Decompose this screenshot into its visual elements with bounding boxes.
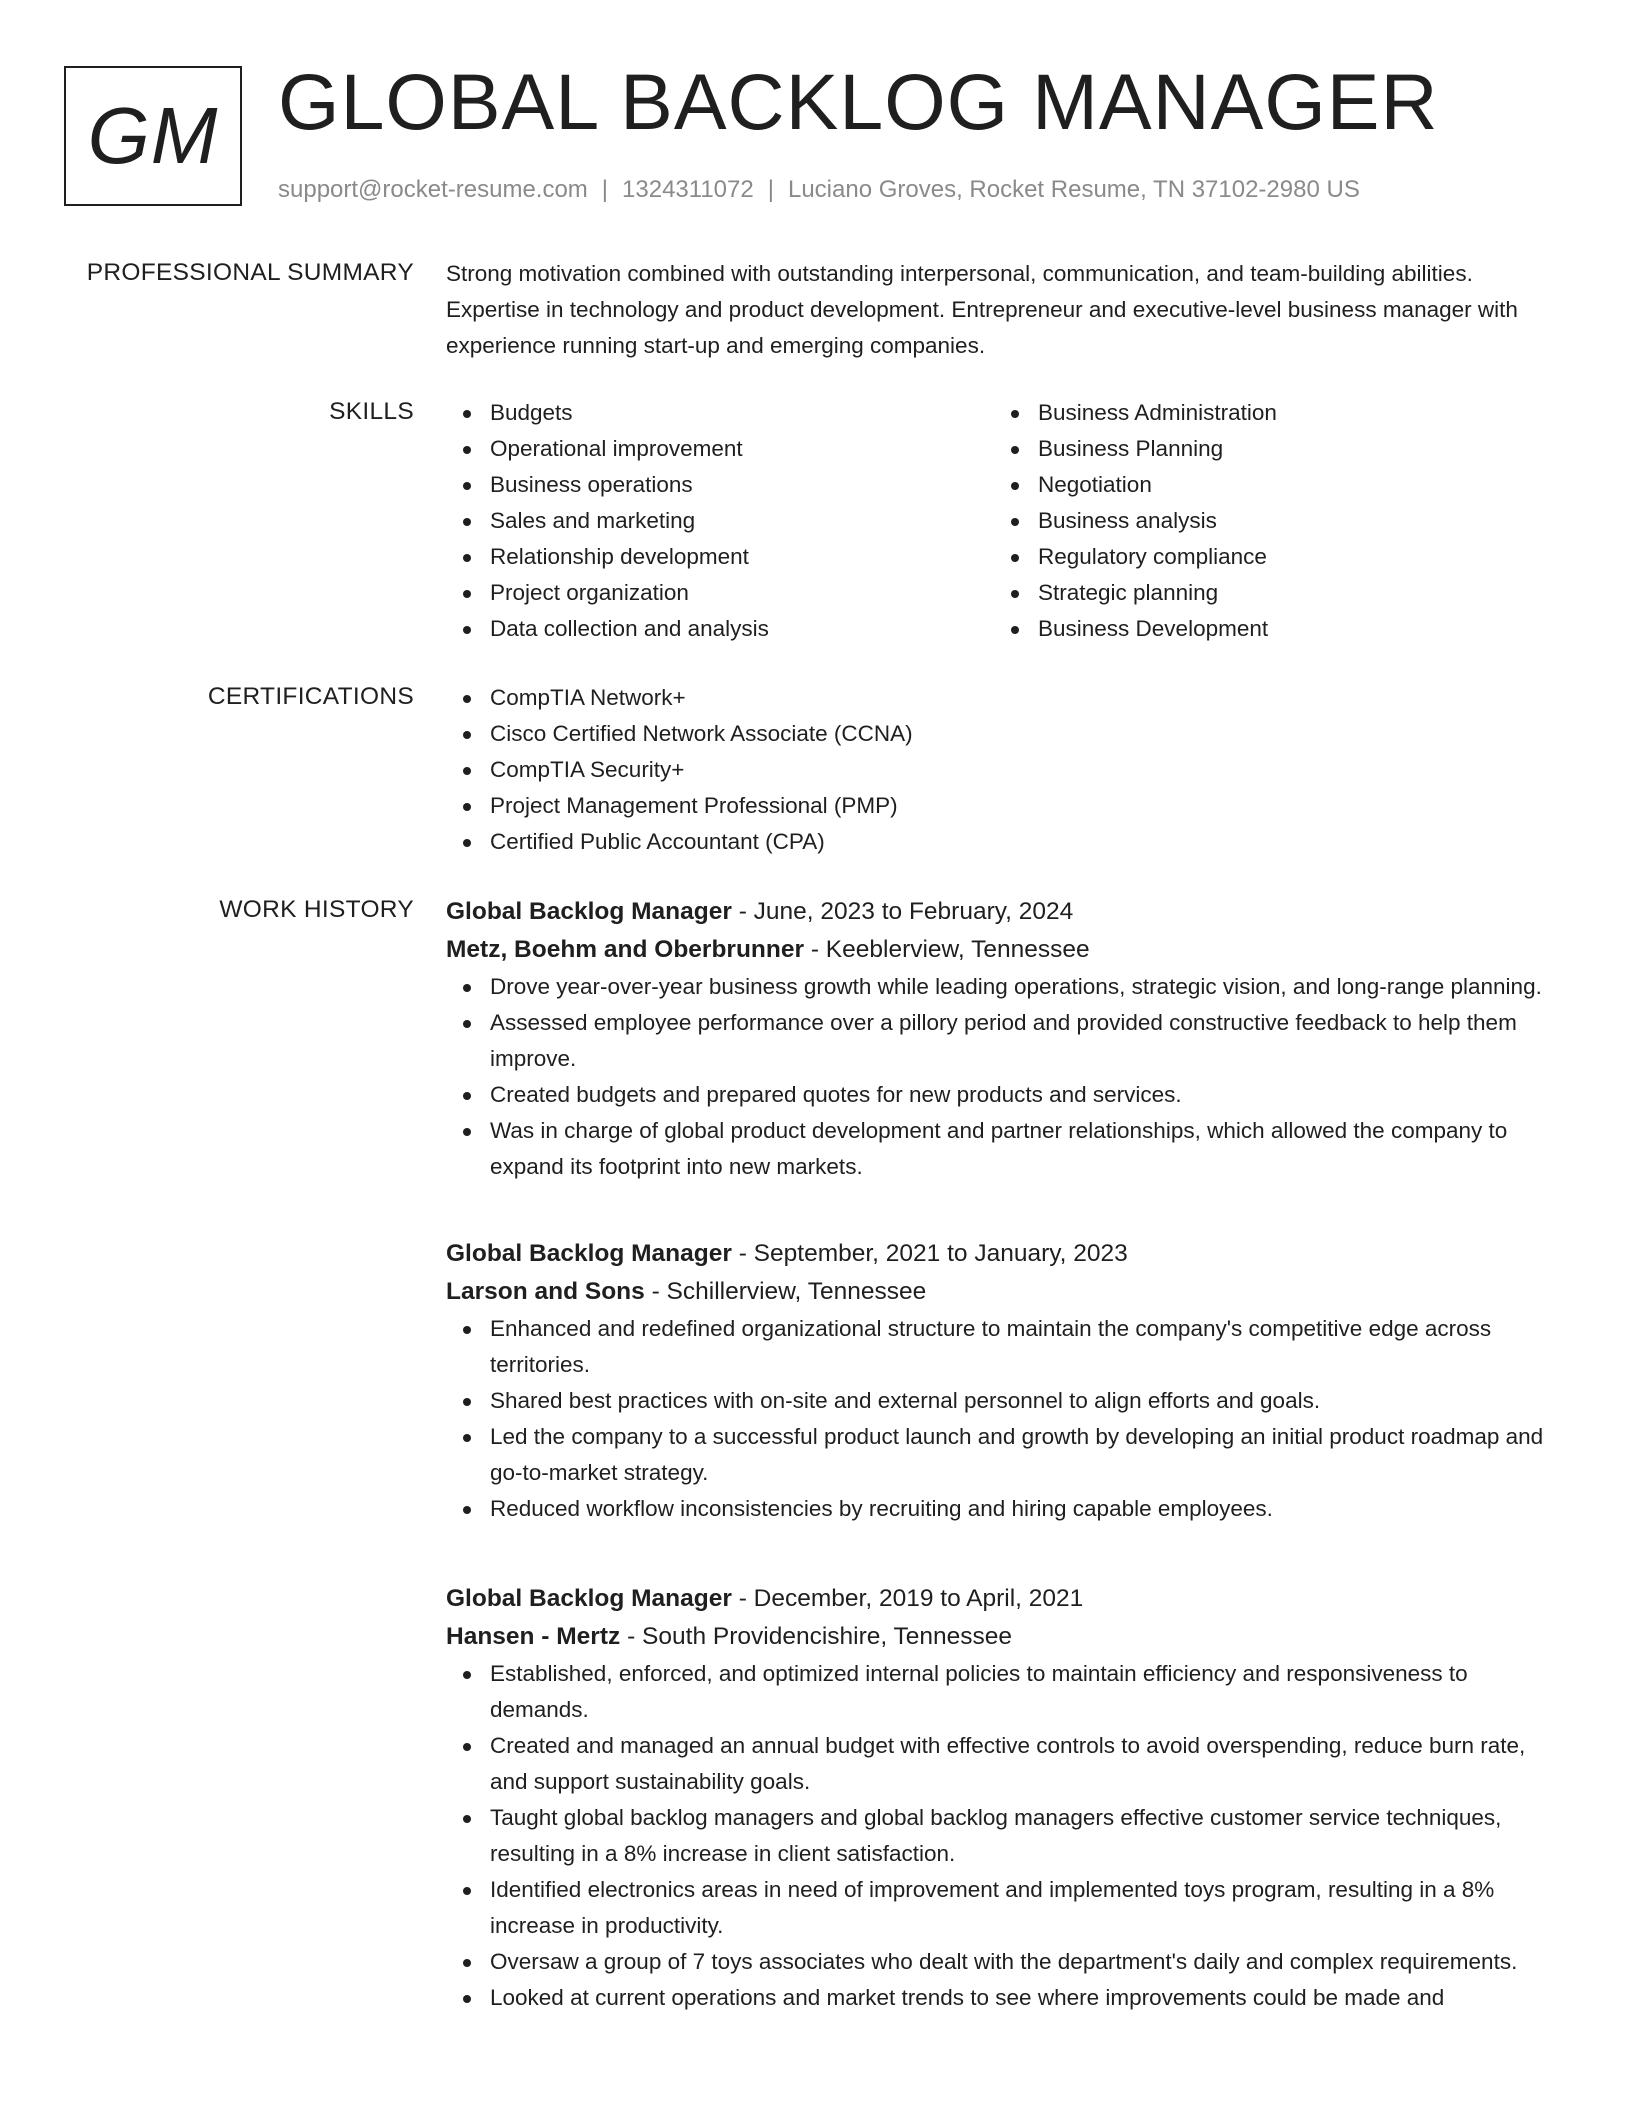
monogram-box — [64, 66, 242, 206]
skill-item: Strategic planning — [994, 575, 1542, 611]
summary-body — [446, 256, 1568, 364]
job-location: - Schillerview, Tennessee — [644, 1278, 927, 1305]
skill-item: Project organization — [446, 575, 994, 611]
certification-item: Project Management Professional (PMP) — [446, 788, 1568, 824]
skill-item: Operational improvement — [446, 431, 994, 467]
skill-item: Business Administration — [994, 395, 1542, 431]
job-bullet: Drove year-over-year business growth while leading operations, strategic vision, and long-range planning. — [446, 969, 1568, 1005]
job-entry — [446, 1580, 1568, 2016]
skill-item: Sales and marketing — [446, 503, 994, 539]
skill-item: Business Planning — [994, 431, 1542, 467]
skills-list-left — [446, 395, 994, 647]
certifications-list — [446, 680, 1568, 860]
contact-phone: 1324311072 — [622, 176, 754, 203]
skill-item: Relationship development — [446, 539, 994, 575]
contact-line — [278, 173, 1360, 207]
contact-email: support@rocket-resume.com — [278, 176, 588, 203]
job-company: Metz, Boehm and Oberbrunner — [446, 936, 805, 963]
job-bullets — [446, 1656, 1568, 2016]
job-bullet: Reduced workflow inconsistencies by recruiting and hiring capable employees. — [446, 1491, 1568, 1527]
certification-item: CompTIA Network+ — [446, 680, 1568, 716]
contact-separator: | — [767, 176, 774, 203]
monogram-initials: GM — [87, 91, 219, 180]
contact-separator: | — [601, 176, 609, 203]
certification-item: Certified Public Accountant (CPA) — [446, 824, 1568, 860]
certification-item: CompTIA Security+ — [446, 752, 1568, 788]
summary-heading: PROFESSIONAL SUMMARY — [86, 259, 414, 286]
certifications-heading: CERTIFICATIONS — [207, 683, 414, 710]
resume-title: GLOBAL BACKLOG MANAGER — [278, 57, 1439, 146]
skill-item: Negotiation — [994, 467, 1542, 503]
job-dates: - December, 2019 to April, 2021 — [731, 1585, 1084, 1612]
work-history-heading: WORK HISTORY — [219, 896, 414, 923]
skill-item: Business Development — [994, 611, 1542, 647]
skill-item: Regulatory compliance — [994, 539, 1542, 575]
job-bullets — [446, 1311, 1568, 1527]
certification-item: Cisco Certified Network Associate (CCNA) — [446, 716, 1568, 752]
job-bullet: Created and managed an annual budget with effective controls to avoid overspending, reduce burn rate, and support sustainability goals. — [446, 1728, 1568, 1800]
job-company-line — [446, 1273, 1568, 1311]
skill-item: Business operations — [446, 467, 994, 503]
job-title: Global Backlog Manager — [446, 1585, 732, 1612]
job-bullets — [446, 969, 1568, 1185]
job-bullet: Taught global backlog managers and global backlog managers effective customer service techniques, resulting in a 8% increase in client satisfaction. — [446, 1800, 1568, 1872]
job-bullet: Assessed employee performance over a pillory period and provided constructive feedback to help them improve. — [446, 1005, 1568, 1077]
job-bullet: Created budgets and prepared quotes for new products and services. — [446, 1077, 1568, 1113]
job-bullet: Established, enforced, and optimized internal policies to maintain efficiency and responsiveness to demands. — [446, 1656, 1568, 1728]
job-bullet: Enhanced and redefined organizational structure to maintain the company's competitive edge across territories. — [446, 1311, 1568, 1383]
certifications-body — [446, 680, 1568, 860]
job-entry — [446, 1235, 1568, 1527]
job-title: Global Backlog Manager — [446, 1240, 732, 1267]
summary-text: Strong motivation combined with outstanding interpersonal, communication, and team-building abilities. Expertise in technology and product development. Entrepreneur and executive-level business manager with experience running start-up and emerging companies. — [446, 261, 1518, 358]
job-title-line — [446, 893, 1568, 931]
job-company: Hansen - Mertz — [446, 1623, 621, 1650]
job-bullet: Looked at current operations and market trends to see where improvements could be made and — [446, 1980, 1568, 2016]
skill-item: Business analysis — [994, 503, 1542, 539]
skills-body — [446, 395, 1568, 647]
job-company-line — [446, 1618, 1568, 1656]
job-title-line — [446, 1580, 1568, 1618]
contact-address: Luciano Groves, Rocket Resume, TN 37102-2980 US — [787, 176, 1360, 203]
job-title: Global Backlog Manager — [446, 898, 732, 925]
job-dates: - September, 2021 to January, 2023 — [731, 1240, 1128, 1267]
job-location: - Keeblerview, Tennessee — [804, 936, 1090, 963]
job-company-line — [446, 931, 1568, 969]
job-entry — [446, 893, 1568, 1185]
job-company: Larson and Sons — [446, 1278, 645, 1305]
skills-heading: SKILLS — [329, 398, 414, 425]
job-dates: - June, 2023 to February, 2024 — [731, 898, 1074, 925]
job-bullet: Shared best practices with on-site and external personnel to align efforts and goals. — [446, 1383, 1568, 1419]
job-bullet: Was in charge of global product development and partner relationships, which allowed the company to expand its footprint into new markets. — [446, 1113, 1568, 1185]
work-history-body — [446, 893, 1568, 2016]
skill-item: Data collection and analysis — [446, 611, 994, 647]
skills-list-right — [994, 395, 1542, 647]
job-location: - South Providencishire, Tennessee — [620, 1623, 1013, 1650]
job-bullet: Oversaw a group of 7 toys associates who dealt with the department's daily and complex requirements. — [446, 1944, 1568, 1980]
skill-item: Budgets — [446, 395, 994, 431]
job-title-line — [446, 1235, 1568, 1273]
job-bullet: Identified electronics areas in need of improvement and implemented toys program, resulting in a 8% increase in productivity. — [446, 1872, 1568, 1944]
job-bullet: Led the company to a successful product launch and growth by developing an initial product roadmap and go-to-market strategy. — [446, 1419, 1568, 1491]
